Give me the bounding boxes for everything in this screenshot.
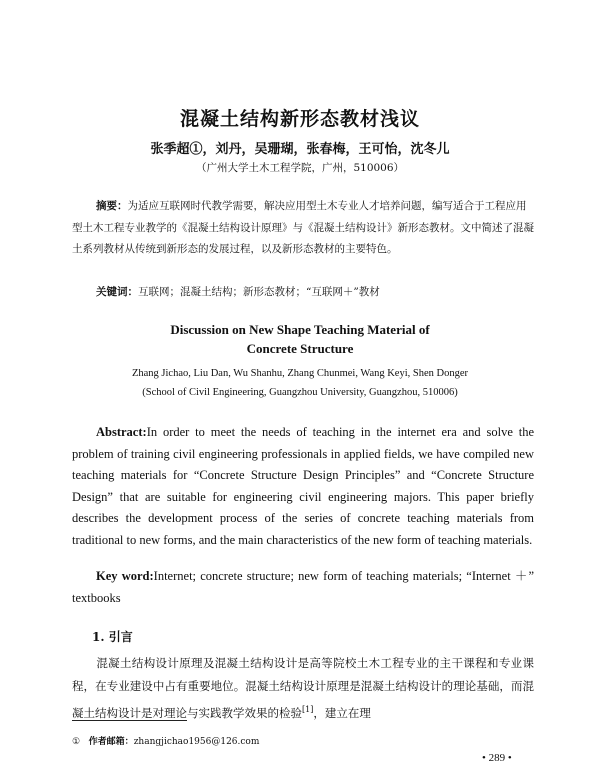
chinese-abstract <box>72 196 534 261</box>
footnote <box>72 734 259 747</box>
section-body-text: 混凝土结构设计原理及混凝土结构设计是高等院校土木工程专业的主干课程和专业课程，在专业建设中占有重要地位。混凝土结构设计原理是混凝土结构设计的理论基础，而混凝土结构设计是对理论与实践教学效果的检验 <box>72 656 534 720</box>
chinese-keywords-text: 互联网；混凝土结构；新形态教材；“互联网＋”教材 <box>138 286 380 298</box>
chinese-authors: 张季超①，刘丹，吴珊瑚，张春梅，王可怡，沈冬儿 <box>150 142 450 157</box>
footnote-email: zhangjichao1956@126.com <box>133 737 260 747</box>
chinese-title: 混凝土结构新形态教材浅议 <box>179 108 420 130</box>
english-affiliation: (School of Civil Engineering, Guangzhou University, Guangzhou, 510006) <box>142 387 458 398</box>
footnote-divider <box>72 720 187 721</box>
chinese-abstract-label: 摘要： <box>96 200 128 212</box>
section-body-tail: ，建立在理 <box>313 705 371 720</box>
english-keywords <box>72 566 534 609</box>
citation-marker: [1] <box>302 705 314 714</box>
footnote-marker: ① <box>72 737 81 747</box>
english-abstract-text: In order to meet the needs of teaching in the internet era and solve the problem of training civil engineering professionals in applied fields, we have compiled new teaching materials for “Concrete Structure Design Principles” and “Concrete Structure Design” that are suitable for engineering civil engineering majors. This paper briefly describes the development process of the series of concrete teaching materials from traditional to new forms, and the main characteristics of the new form of teaching materials. <box>72 425 534 547</box>
chinese-keywords-label: 关键词： <box>96 286 138 298</box>
chinese-keywords <box>96 284 534 300</box>
english-abstract <box>72 422 534 551</box>
english-title-line2: Concrete Structure <box>246 341 354 356</box>
english-keywords-label: Key word: <box>96 569 154 583</box>
section-body <box>72 652 534 725</box>
footnote-label: 作者邮箱： <box>88 737 134 747</box>
section-heading: 1. 引言 <box>92 630 133 644</box>
english-title <box>0 320 600 358</box>
page-number: • 289 • <box>482 752 512 764</box>
english-authors: Zhang Jichao, Liu Dan, Wu Shanhu, Zhang Chunmei, Wang Keyi, Shen Donger <box>131 368 469 379</box>
chinese-abstract-text: 为适应互联网时代教学需要，解决应用型土木专业人才培养问题，编写适合于工程应用型土木工程专业教学的《混凝土结构设计原理》与《混凝土结构设计》新形态教材。文中简述了混凝土系列教材从传统到新形态的发展过程，以及新形态教材的主要特色。 <box>72 200 534 255</box>
chinese-affiliation: （广州大学土木工程学院，广州，510006） <box>195 162 405 174</box>
english-title-line1: Discussion on New Shape Teaching Material of <box>170 322 430 337</box>
english-keywords-text: Internet; concrete structure; new form of teaching materials; “Internet ＋” textbooks <box>72 569 535 605</box>
english-abstract-label: Abstract: <box>96 425 147 439</box>
